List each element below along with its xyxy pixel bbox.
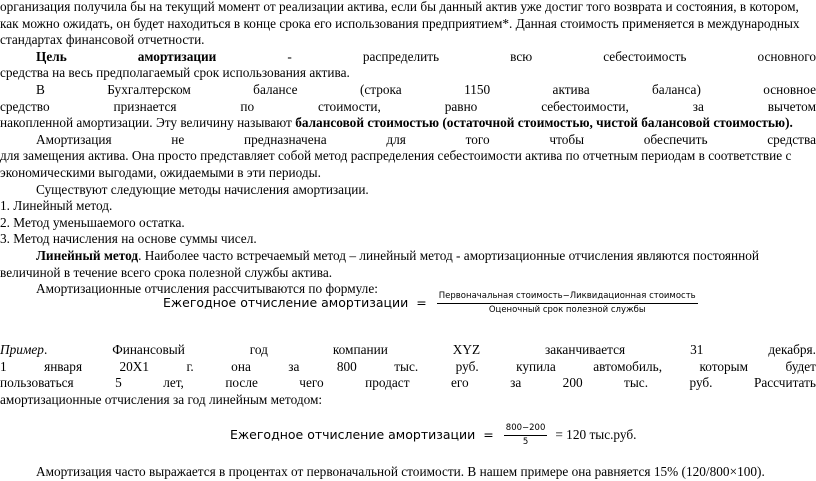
formula-fraction [437, 291, 698, 316]
methods-intro: Существуют следующие методы начисления амортизации. [36, 181, 369, 197]
example-label: Пример [0, 342, 44, 357]
method-item: 2. Метод уменьшаемого остатка. [0, 214, 185, 230]
goal-text: - распределить всю себестоимость основного [216, 48, 816, 64]
formula-result: = 120 тыс.руб. [555, 427, 637, 443]
closing-line: Амортизация часто выражается в процентах от первоначальной стоимости. В нашем примере она равняется 15% (120/800×100). [36, 464, 765, 479]
linear-method-text: . Наиболее часто встречаемый метод – линейный метод - амортизационные отчисления являются постоянной [138, 247, 759, 263]
closing-block [0, 464, 816, 481]
linear-method-term: Линейный метод [36, 247, 139, 263]
paragraph-line: В Бухгалтерском балансе (строка 1150 актива баланса) основное [36, 81, 816, 97]
paragraph-line: величиной в течение всего срока полезной службы актива. [0, 264, 333, 280]
formula-fraction [504, 423, 548, 448]
paragraph-line: для замещения актива. Она просто представляет собой метод распределения себестоимости актива по отчетным периодам в соответствие с [0, 148, 792, 164]
example-line: пользоваться 5 лет, после чего продаст его за 200 тыс. руб. Рассчитать [0, 375, 816, 391]
example-line: амортизационные отчисления за год линейным методом: [0, 391, 323, 407]
fraction-numerator: 800−200 [504, 423, 548, 436]
example-text: . Финансовый год компании XYZ заканчивается 31 декабря. [43, 342, 816, 357]
example-block [0, 342, 816, 408]
example-line: 1 января 20X1 г. она за 800 тыс. руб. купила автомобиль, которым будет [0, 358, 816, 374]
balance-text: накопленной амортизации. Эту величину называют [0, 115, 296, 131]
equals-sign: = [416, 295, 427, 311]
paragraph-line: средство признается по стоимости, равно себестоимости, за вычетом [0, 98, 816, 114]
fraction-denominator: Оценочный срок полезной службы [488, 305, 646, 315]
method-item: 1. Линейный метод. [0, 198, 113, 214]
balance-value-term: балансовой стоимостью (остаточной стоимостью, чистой балансовой стоимостью). [295, 115, 793, 131]
fraction-denominator: 5 [522, 437, 529, 447]
formula-label: Ежегодное отчисление амортизации [230, 427, 476, 443]
method-item: 3. Метод начисления на основе суммы чисел. [0, 231, 257, 247]
equals-sign: = [483, 427, 494, 443]
paragraph-line: организация получила бы на текущий момент от реализации актива, если бы данный актив уже достиг того возврата и состояния, в котором, [0, 0, 799, 14]
example-formula [230, 423, 636, 448]
paragraph-line: экономическими выгодами, ожидаемыми в эти периоды. [0, 164, 321, 180]
formula-intro: Амортизационные отчисления рассчитываются по формуле: [36, 281, 378, 297]
goal-term: Цель амортизации [36, 48, 217, 64]
paragraph-line: Амортизация не предназначена для того чтобы обеспечить средства [36, 131, 816, 147]
linear-method-paragraph [0, 248, 816, 265]
formula-label: Ежегодное отчисление амортизации [163, 295, 409, 311]
depreciation-formula [163, 291, 702, 316]
paragraph-line: стандартах финансовой отчетности. [0, 32, 205, 48]
goal-paragraph [0, 49, 816, 66]
balance-value-line [0, 115, 816, 132]
fraction-numerator: Первоначальная стоимость−Ликвидационная стоимость [437, 291, 698, 304]
paragraph-line: как можно ожидать, он будет находиться в конце срока его использования предприятием*. Данная стоимость применяется в международных [0, 15, 800, 31]
example-line [0, 342, 816, 359]
paragraph-line: средства на весь предполагаемый срок использования актива. [0, 65, 350, 81]
